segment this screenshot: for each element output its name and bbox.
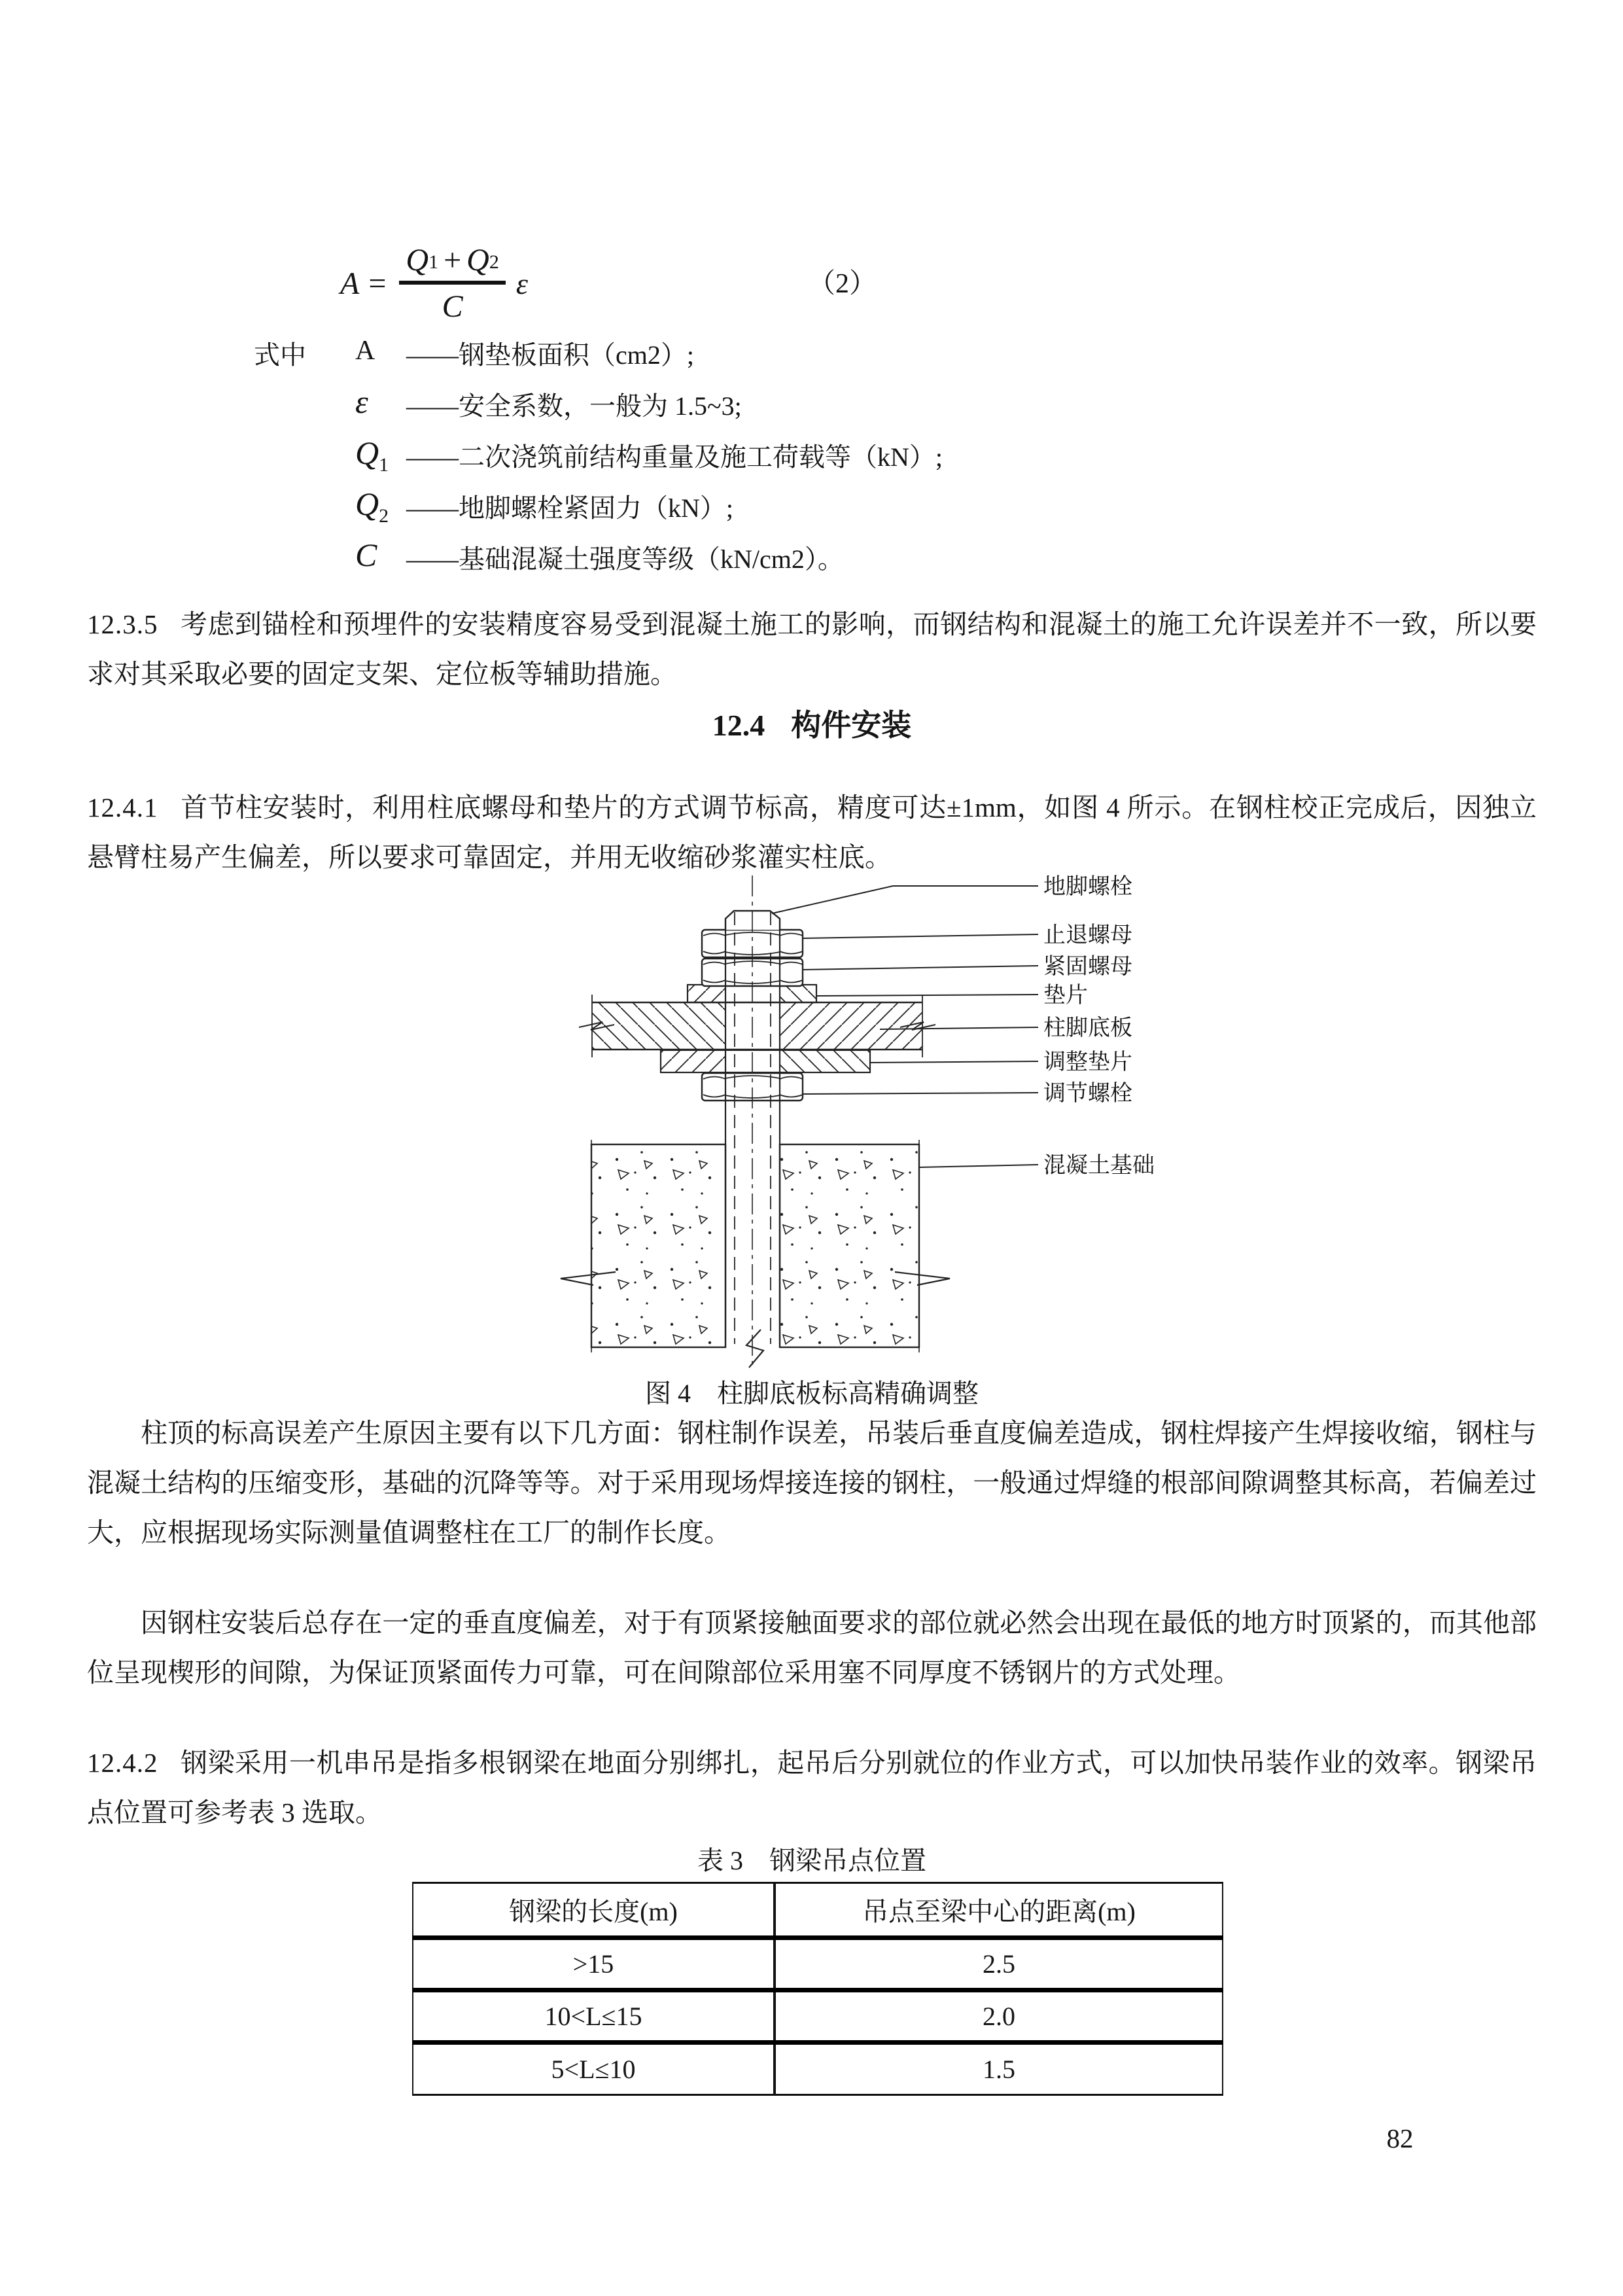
def-symbol: Q — [355, 434, 379, 471]
def-text: ——二次浇筑前结构重量及施工荷载等（kN）; — [406, 442, 943, 472]
formula-epsilon: ε — [515, 266, 528, 300]
figure-4-diagram — [553, 872, 1213, 1370]
def-symbol: C — [355, 536, 377, 573]
def-line-c — [254, 531, 1366, 582]
table-row — [413, 1990, 1223, 2043]
page-number: 82 — [1386, 2123, 1414, 2153]
equation-number: （2） — [808, 269, 877, 299]
section-number: 12.4.1 — [87, 792, 158, 822]
concrete-foundation — [561, 1140, 950, 1352]
table-header-beam-length: 钢梁的长度(m) — [413, 1883, 775, 1938]
def-text: ——安全系数，一般为 1.5~3; — [406, 391, 742, 421]
def-text: ——地脚螺栓紧固力（kN）; — [406, 493, 733, 523]
def-symbol: ε — [355, 383, 368, 420]
paragraph-12-3-5 — [87, 599, 1537, 699]
paragraph-12-4-1 — [87, 783, 1537, 882]
formula-q1: Q — [406, 243, 429, 277]
paragraph-12-4-2 — [87, 1738, 1537, 1837]
figure-label-lock-nut: 止退螺母 — [1043, 923, 1132, 947]
def-symbol: Q — [355, 485, 379, 522]
def-line-q2: $Q_2$ ——地脚螺栓紧固力（kN）; — [355, 485, 733, 527]
paragraph-wedge-gap: 因钢柱安装后总存在一定的垂直度偏差，对于有顶紧接触面要求的部位就必然会出现在最低的地方时顶紧的，而其他部位呈现楔形的间隙，为保证顶紧面传力可靠，可在间隙部位采用塞不同厚度不锈钢片的方式处理。 — [87, 1608, 1537, 1687]
figure-label-washer: 垫片 — [1043, 983, 1088, 1008]
adjusting-shim — [661, 1050, 870, 1072]
formula-2 — [340, 234, 528, 332]
table-row — [413, 1938, 1223, 1990]
def-lead: 式中 — [254, 340, 306, 370]
beam-lifting-point-table — [412, 1882, 1223, 2096]
paragraph-column-top-error: 柱顶的标高误差产生原因主要有以下几方面：钢柱制作误差，吊装后垂直度偏差造成，钢柱焊接产生焊接收缩，钢柱与混凝土结构的压缩变形，基础的沉降等等。对于采用现场焊接连接的钢柱，一般通过焊缝的根部间隙调整其标高，若偏差过大，应根据现场实际测量值调整柱在工厂的制作长度。 — [87, 1418, 1537, 1547]
table-cell: >15 — [413, 1938, 775, 1990]
figure-label-anchor-bolt: 地脚螺栓 — [1043, 875, 1132, 899]
table-cell: 10<L≤15 — [413, 1990, 775, 2043]
figure-label-adjusting-shim: 调整垫片 — [1043, 1050, 1132, 1074]
def-text: ——基础混凝土强度等级（kN/cm2）。 — [406, 544, 844, 574]
figure-label-base-plate: 柱脚底板 — [1043, 1016, 1132, 1040]
figure-label-fastening-nut: 紧固螺母 — [1043, 955, 1132, 979]
heading-number: 12.4 — [712, 709, 765, 742]
figure-label-concrete-foundation: 混凝土基础 — [1043, 1154, 1155, 1178]
section-number: 12.4.2 — [87, 1748, 158, 1778]
section-text: 钢梁采用一机串吊是指多根钢梁在地面分别绑扎，起吊后分别就位的作业方式，可以加快吊装作业的效率。钢梁吊点位置可参考表 3 选取。 — [87, 1748, 1537, 1828]
bolt-break-mark — [746, 1330, 763, 1368]
formula-plus: + — [444, 243, 462, 277]
column-base-plate — [579, 995, 935, 1057]
formula-lhs: A — [340, 266, 360, 301]
def-line-q1: $Q_1$ ——二次浇筑前结构重量及施工荷载等（kN）; — [355, 434, 943, 476]
def-text: ——钢垫板面积（cm2）; — [406, 340, 694, 370]
table-cell: 5<L≤10 — [413, 2043, 775, 2095]
formula-q2-sub: 2 — [489, 251, 499, 273]
formula-q2: Q — [466, 243, 489, 277]
def-line-epsilon — [254, 378, 1366, 429]
section-text: 首节柱安装时，利用柱底螺母和垫片的方式调节标高，精度可达±1mm，如图 4 所示。在钢柱校正完成后，因独立悬臂柱易产生偏差，所以要求可靠固定，并用无收缩砂浆灌实柱底。 — [87, 792, 1537, 872]
figure-label-adjusting-bolt: 调节螺栓 — [1043, 1082, 1132, 1106]
table-row — [413, 2043, 1223, 2095]
section-heading-12-4 — [87, 701, 1537, 745]
table-cell: 2.5 — [775, 1938, 1223, 1990]
table-header-lift-distance: 吊点至梁中心的距离(m) — [775, 1883, 1223, 1938]
table-cell: 2.0 — [775, 1990, 1223, 2043]
table-cell: 1.5 — [775, 2043, 1223, 2095]
section-text: 考虑到锚栓和预埋件的安装精度容易受到混凝土施工的影响，而钢结构和混凝土的施工允许误差并不一致，所以要求对其采取必要的固定支架、定位板等辅助措施。 — [87, 609, 1537, 689]
table-header-row — [413, 1883, 1223, 1938]
formula-equals: = — [368, 266, 387, 301]
formula-denominator: C — [442, 289, 463, 324]
def-symbol: A — [355, 335, 375, 366]
heading-title: 构件安装 — [791, 709, 912, 742]
figure-caption: 图 4 柱脚底板标高精确调整 — [645, 1379, 979, 1408]
formula-q1-sub: 1 — [428, 251, 439, 273]
table-3-title: 表 3 钢梁吊点位置 — [697, 1846, 926, 1875]
def-line-A — [254, 327, 1366, 378]
section-number: 12.3.5 — [87, 609, 158, 639]
formula-fraction — [399, 242, 505, 325]
symbol-definitions — [254, 327, 1366, 582]
